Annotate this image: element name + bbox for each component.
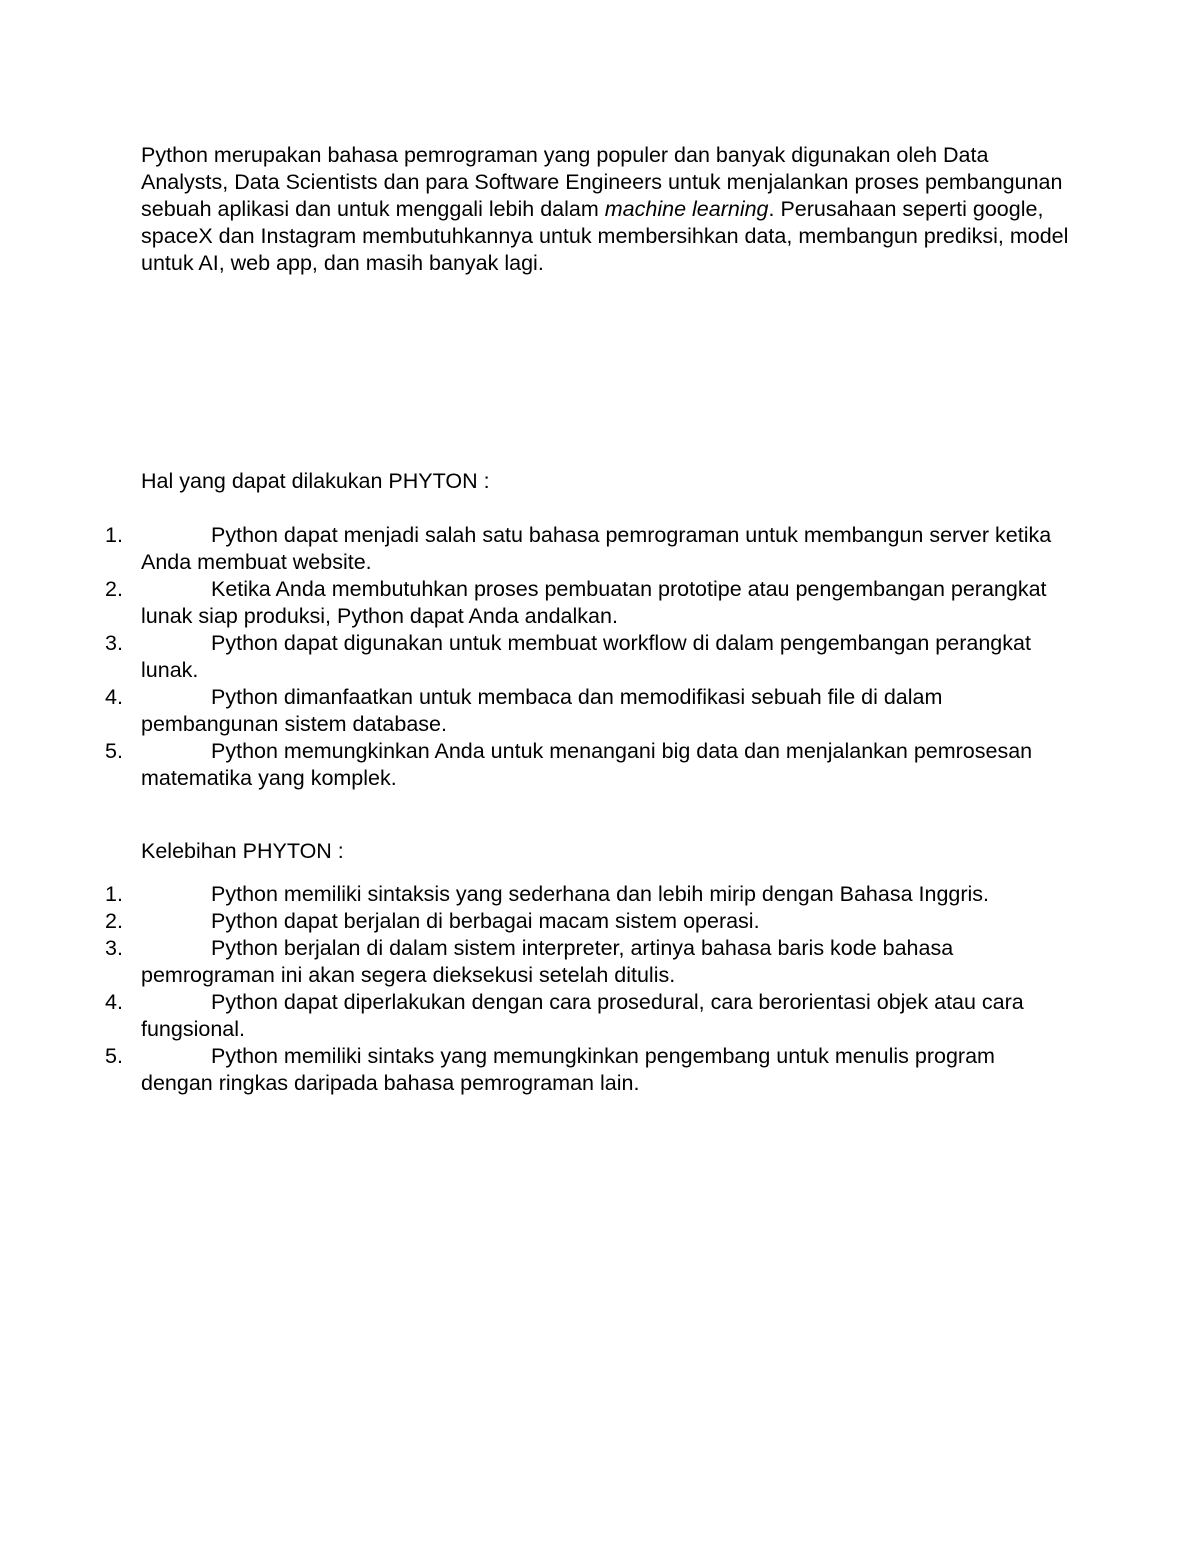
list-item-text: Python dapat menjadi salah satu bahasa pemrograman untuk membangun server ketika Anda membuat website. (141, 523, 1052, 574)
list-item (0, 881, 1061, 908)
list-number: 5. (105, 1044, 123, 1068)
list-number: 3. (105, 936, 123, 960)
intro-italic-term: machine learning (604, 197, 769, 221)
list-number: 3. (105, 631, 123, 655)
list-item (0, 935, 1061, 989)
list-item (0, 684, 1061, 738)
list-item (0, 738, 1061, 792)
capabilities-list (0, 522, 1200, 792)
list-item-text: Python memiliki sintaksis yang sederhana dan lebih mirip dengan Bahasa Inggris. (211, 882, 990, 906)
intro-paragraph (141, 142, 1071, 277)
intro-text-end: . Perusahaan seperti google, spaceX dan Instagram membutuhkannya untuk membersihkan data, membangun prediksi, model untuk AI, web app, dan masih banyak lagi. (141, 197, 1069, 275)
list-item (0, 989, 1061, 1043)
list-item-text: Python dapat berjalan di berbagai macam sistem operasi. (211, 909, 760, 933)
list-item (0, 1043, 1061, 1097)
list-number: 4. (105, 990, 123, 1014)
intro-text-start: Python merupakan bahasa pemrograman yang populer dan banyak digunakan oleh Data Analysts, Data Scientists dan para Software Engineers untuk menjalankan proses pembangunan sebuah aplikasi dan untuk menggali lebih dalam (141, 143, 1063, 221)
list-item-text: Python memungkinkan Anda untuk menangani big data dan menjalankan pemrosesan matematika yang komplek. (141, 739, 1033, 790)
section-heading-capabilities: Hal yang dapat dilakukan PHYTON : (141, 469, 490, 493)
list-item-text: Python dapat diperlakukan dengan cara prosedural, cara berorientasi objek atau cara fungsional. (141, 990, 1024, 1041)
list-number: 5. (105, 739, 123, 763)
list-number: 1. (105, 882, 123, 906)
list-number: 2. (105, 909, 123, 933)
list-number: 4. (105, 685, 123, 709)
list-item (0, 908, 1061, 935)
list-number: 1. (105, 523, 123, 547)
list-item-text: Python berjalan di dalam sistem interpreter, artinya bahasa baris kode bahasa pemrograman ini akan segera dieksekusi setelah ditulis. (141, 936, 954, 987)
list-item-text: Python dapat digunakan untuk membuat workflow di dalam pengembangan perangkat lunak. (141, 631, 1031, 682)
advantages-list (0, 881, 1200, 1097)
list-item (0, 522, 1061, 576)
list-item (0, 576, 1061, 630)
list-item-text: Python dimanfaatkan untuk membaca dan memodifikasi sebuah file di dalam pembangunan sistem database. (141, 685, 943, 736)
list-number: 2. (105, 577, 123, 601)
section-heading-advantages: Kelebihan PHYTON : (141, 839, 344, 863)
list-item-text: Python memiliki sintaks yang memungkinkan pengembang untuk menulis program dengan ringkas daripada bahasa pemrograman lain. (141, 1044, 995, 1095)
list-item-text: Ketika Anda membutuhkan proses pembuatan prototipe atau pengembangan perangkat lunak siap produksi, Python dapat Anda andalkan. (141, 577, 1047, 628)
list-item (0, 630, 1061, 684)
